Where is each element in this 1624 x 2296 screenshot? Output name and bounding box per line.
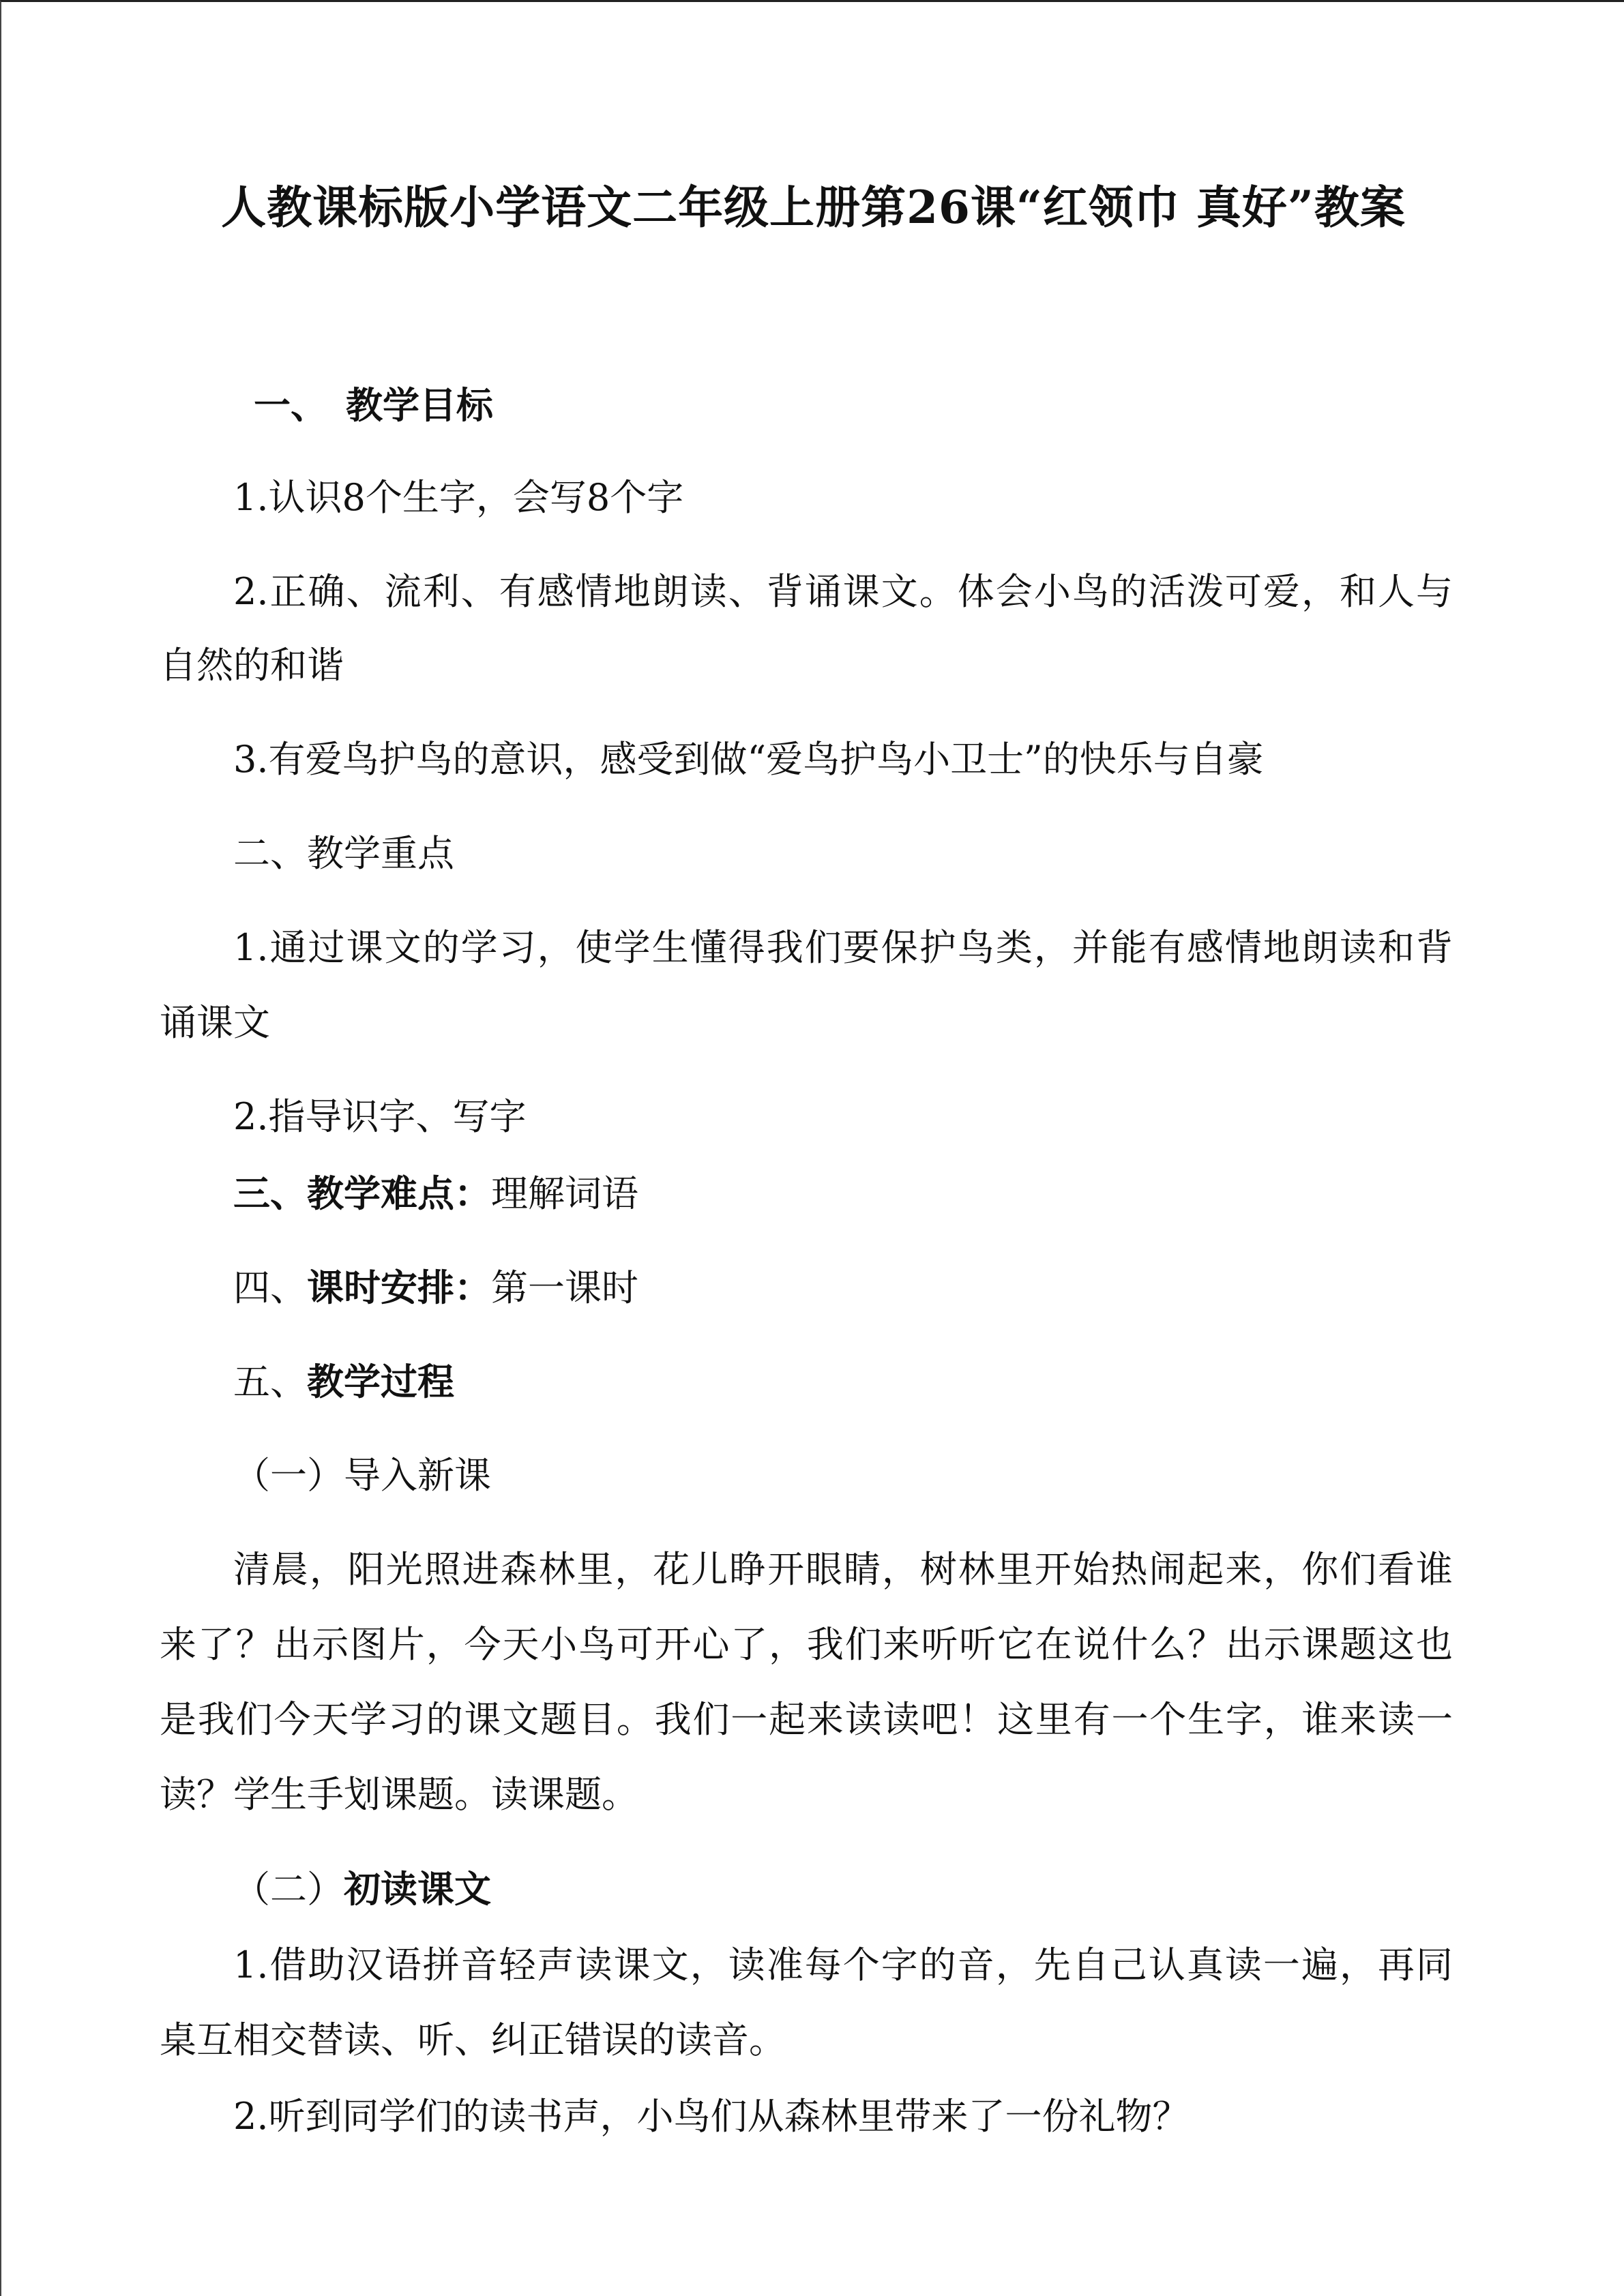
key-point-2: 2.指导识字、写字 <box>233 1095 527 1138</box>
part-heading-first-reading <box>233 1865 491 1913</box>
section-process-prefix: 五、 <box>233 1360 307 1403</box>
section-schedule-prefix: 四、 <box>233 1266 307 1309</box>
section-process-label: 教学过程 <box>307 1360 454 1403</box>
section-heading-key-points: 二、教学重点 <box>233 832 454 875</box>
section-schedule <box>233 1264 638 1312</box>
key-point-1-line-1: 1.通过课文的学习，使学生懂得我们要保护鸟类，并能有感情地朗读和背 <box>233 926 1453 969</box>
intro-paragraph-line-4: 读？学生手划课题。读课题。 <box>160 1773 638 1816</box>
intro-paragraph-line-1: 清晨，阳光照进森林里，花儿睁开眼睛，树林里开始热闹起来，你们看谁 <box>233 1548 1453 1591</box>
key-point-1-line-2: 诵课文 <box>160 1001 270 1044</box>
section-difficulties <box>233 1169 638 1218</box>
reading-step-1-line-1: 1.借助汉语拼音轻声读课文，读准每个字的音，先自己认真读一遍，再同 <box>233 1943 1453 1986</box>
intro-paragraph-line-3: 是我们今天学习的课文题目。我们一起来读读吧！这里有一个生字，谁来读一 <box>160 1698 1453 1741</box>
section-process <box>233 1358 454 1406</box>
section-schedule-label: 课时安排： <box>307 1266 491 1309</box>
intro-paragraph-line-2: 来了？出示图片，今天小鸟可开心了，我们来听听它在说什么？出示课题这也 <box>160 1623 1453 1666</box>
goal-item-1: 1.认识8个生字，会写8个字 <box>233 476 684 519</box>
part-heading-first-reading-label: 初读课文 <box>344 1867 491 1911</box>
part-heading-first-reading-prefix: （二） <box>233 1868 344 1911</box>
reading-step-1-line-2: 桌互相交替读、听、纠正错误的读音。 <box>160 2018 786 2061</box>
section-difficulties-text: 理解词语 <box>491 1172 638 1215</box>
document-title: 人教课标版小学语文二年级上册第26课“红领巾 真好”教案 <box>221 181 1406 234</box>
goal-item-2-line-1: 2.正确、流利、有感情地朗读、背诵课文。体会小鸟的活泼可爱，和人与 <box>233 570 1453 613</box>
section-schedule-text: 第一课时 <box>491 1266 638 1309</box>
section-heading-teaching-goals: 一、 教学目标 <box>254 383 493 427</box>
reading-step-2: 2.听到同学们的读书声，小鸟们从森林里带来了一份礼物？ <box>233 2095 1190 2138</box>
goal-item-2-line-2: 自然的和谐 <box>160 644 344 687</box>
goal-item-3: 3.有爱鸟护鸟的意识，感受到做“爱鸟护鸟小卫士”的快乐与自豪 <box>233 738 1264 781</box>
section-difficulties-label: 三、教学难点： <box>233 1172 491 1215</box>
part-heading-introduction: （一）导入新课 <box>233 1454 491 1497</box>
